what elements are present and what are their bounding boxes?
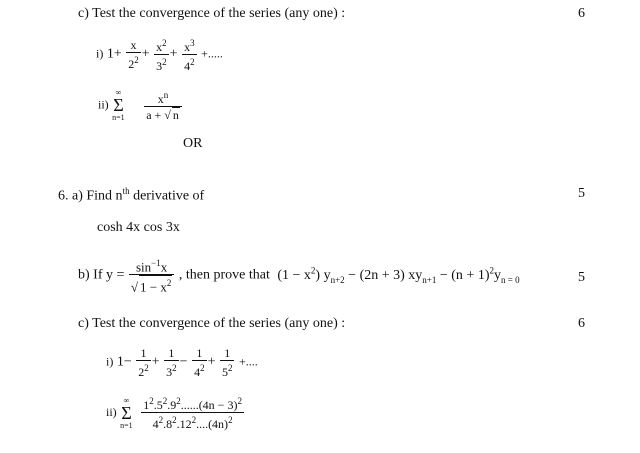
q5c-i-lead: 1+ — [106, 46, 122, 62]
q6c-i-lead: 1− — [116, 354, 132, 370]
q6c-i-series: i) 1− $\frac{1}{2^2}$ + $\frac{1}{3^2}$ − $\frac{1}{4^2}$ + $\frac{1}{5^2}$ +.... — [106, 346, 258, 379]
q6c-ii-num: ii) — [106, 405, 117, 419]
q5c-ii-num: ii) — [98, 97, 109, 112]
q6a-marks: 5 — [578, 186, 585, 201]
q6c-marks: 6 — [578, 316, 585, 331]
q6c-ii-fraction: $\frac{1^2.5^2.9^2......(4n - 3)^2}{4^2.8^2.12^2....(4n)^2}$ — [143, 396, 242, 431]
q5c-i-num: i) — [96, 46, 104, 61]
q5c-i-term3: $\frac{x^3}{4^2}$ — [184, 38, 195, 73]
q5c-label: c) Test the convergence of the series (any one) : — [78, 6, 346, 21]
q6c-i-frac3: $\frac{1}{4^2}$ — [194, 346, 205, 379]
q6b-mid: , then prove that — [178, 267, 270, 283]
q6a-label: 6. a) Find $n^{th}$ derivative of — [58, 186, 205, 204]
q5c-i-term1: $\frac{x}{2^2}$ — [128, 38, 139, 71]
sigma-symbol: ∞ Σ n=1 — [120, 395, 133, 430]
q6a-expression: cosh 4x cos 3x — [97, 220, 180, 235]
q5c-i-term2: $\frac{x^2}{3^2}$ — [156, 38, 167, 73]
q5c-i-tail: +..... — [201, 46, 223, 61]
q5c-ii-fraction: $\frac{x^n}{a + √ n}$ — [144, 88, 182, 122]
q6c-ii-series — [106, 394, 245, 431]
q5c-i-series: i) 1+ $\frac{x}{2^2}$ + $\frac{x^2}{3^2}$ + $\frac{x^3}{4^2}$ +..... — [96, 38, 223, 73]
q6c-i-frac4: $\frac{1}{5^2}$ — [221, 346, 233, 379]
q6c-i-frac1: $\frac{1}{2^2}$ — [138, 346, 149, 379]
q6b-equation: $(1 - x^2)$ $y_{n+2} - (2n + 3) xy_{n+1} - (n + 1)^2y_{n = 0}$ — [277, 264, 520, 285]
q6b-marks: 5 — [578, 270, 585, 285]
or-separator: OR — [183, 136, 203, 151]
sigma-symbol: ∞ Σ n=1 — [112, 88, 125, 122]
q5c-ii-series — [98, 88, 183, 122]
q6c-i-frac2: $\frac{1}{3^2}$ — [166, 346, 177, 379]
q6b-prefix: b) If y = — [78, 267, 125, 283]
q5c-marks: 6 — [578, 6, 585, 21]
q6b-fraction: $\frac{\sin^{-1}x}{√ 1 - x^2}$ — [129, 256, 174, 295]
q6c-label: c) Test the convergence of the series (any one) : — [78, 316, 346, 331]
q6c-i-tail: +.... — [238, 354, 258, 369]
q6b-statement — [78, 256, 520, 295]
q6c-i-num: i) — [106, 354, 114, 369]
